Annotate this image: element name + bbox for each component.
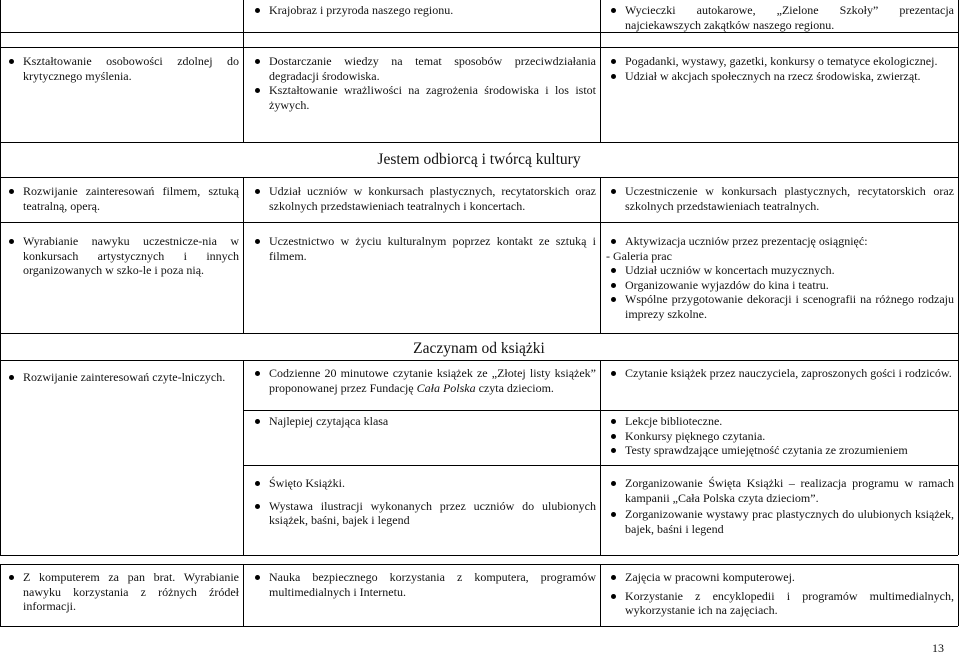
goals-cell (250, 234, 596, 263)
list-item: Święto Książki. (250, 476, 596, 491)
table-rule (0, 555, 958, 556)
table-rule (958, 333, 959, 360)
list-item-text: czyta dzieciom. (475, 380, 554, 395)
goals-cell (250, 184, 596, 213)
list-item: Dostarczanie wiedzy na temat sposobów przeciwdziałania degradacji środowiska. (250, 54, 596, 83)
list-item: Udział uczniów w konkursach plastycznych, recytatorskich oraz szkolnych przedstawieniach teatralnych i koncertach. (250, 184, 596, 213)
table-rule (0, 32, 958, 33)
list-item: Uczestniczenie w konkursach plastycznych, recytatorskich oraz szkolnych przedstawieniach teatralnych. (606, 184, 954, 213)
list-item: Korzystanie z encyklopedii i programów multimedialnych, wykorzystanie ich na zajęciach. (606, 589, 954, 618)
list-item: Lekcje biblioteczne. (606, 414, 954, 429)
list-item: Zorganizowanie Święta Książki – realizacja programu w ramach kampanii „Cała Polska czyta dzieciom”. (606, 476, 954, 505)
list-item: Udział uczniów w koncertach muzycznych. (606, 263, 954, 278)
table-rule (0, 222, 958, 223)
goals-cell (250, 54, 596, 112)
area-cell (4, 54, 239, 83)
section-heading: Zaczynam od książki (413, 340, 545, 357)
table-rule (958, 564, 959, 626)
list-item: Testy sprawdzające umiejętność czytania ze zrozumieniem (606, 443, 954, 458)
list-item: Wyrabianie nawyku uczestnicze-nia w konkursach artystycznych i innych organizowanych w szko-le i poza nią. (4, 234, 239, 278)
list-item: Zajęcia w pracowni komputerowej. (606, 570, 954, 585)
list-item: Kształtowanie wrażliwości na zagrożenia środowiska i los istot żywych. (250, 83, 596, 112)
goals-cell (250, 570, 596, 599)
list-item: Konkursy pięknego czytania. (606, 429, 954, 444)
list-item: Wycieczki autokarowe, „Zielone Szkoły” prezentacja najciekawszych zakątków naszego regionu. (606, 3, 954, 32)
table-rule (958, 177, 959, 333)
table-rule (600, 177, 601, 333)
table-rule (243, 564, 244, 626)
table-rule (0, 626, 958, 627)
activities-cell (606, 3, 954, 32)
table-rule (600, 0, 601, 142)
list-item: Krajobraz i przyroda naszego regionu. (250, 3, 596, 18)
goals-cell (250, 3, 596, 18)
table-rule (0, 142, 958, 143)
list-item: Wystawa ilustracji wykonanych przez uczniów do ulubionych książek, baśni, bajek i legend (250, 499, 596, 528)
list-item: Organizowanie wyjazdów do kina i teatru. (606, 278, 954, 293)
table-rule (0, 47, 958, 48)
table-rule (0, 333, 958, 334)
table-rule (600, 360, 601, 555)
activities-cell (606, 54, 954, 83)
activities-cell (606, 414, 954, 458)
goals-cell (250, 476, 596, 528)
list-item: Wspólne przygotowanie dekoracji i scenografii na różnego rodzaju imprezy szkolne. (606, 292, 954, 321)
list-item: Rozwijanie zainteresowań filmem, sztuką teatralną, operą. (4, 184, 239, 213)
table-rule (0, 360, 1, 555)
section-heading: Jestem odbiorcą i twórcą kultury (377, 151, 581, 168)
list-item: Rozwijanie zainteresowań czyte-lniczych. (4, 370, 239, 385)
activities-cell (606, 366, 954, 381)
goals-cell (250, 366, 596, 395)
table-rule (0, 177, 958, 178)
list-item: Udział w akcjach społecznych na rzecz środowiska, zwierząt. (606, 69, 954, 84)
activities-cell (606, 234, 954, 321)
table-rule (958, 0, 959, 142)
list-item: Najlepiej czytająca klasa (250, 414, 596, 429)
table-rule (0, 0, 1, 142)
table-rule (0, 564, 958, 565)
list-item: Z komputerem za pan brat. Wyrabianie nawyku korzystania z różnych źródeł informacji. (4, 570, 239, 614)
activities-cell (606, 476, 954, 536)
table-rule (243, 360, 244, 555)
table-rule (0, 177, 1, 333)
list-item-continuation: - Galeria prac (606, 248, 672, 263)
table-rule (0, 564, 1, 626)
goals-cell (250, 414, 596, 429)
table-rule (0, 360, 958, 361)
list-item-text: Codzienne 20 minutowe czytanie książek ze „Złotej listy książek” proponowanej przez Fundację (269, 366, 596, 395)
table-rule (243, 177, 244, 333)
area-cell (4, 184, 239, 213)
area-cell (4, 570, 239, 614)
table-rule (958, 360, 959, 555)
page-number: 13 (932, 641, 944, 655)
list-item: Pogadanki, wystawy, gazetki, konkursy o tematyce ekologicznej. (606, 54, 954, 69)
list-item: Zorganizowanie wystawy prac plastycznych do ulubionych książek, bajek, baśni i legend (606, 507, 954, 536)
activities-cell (606, 570, 954, 618)
list-item: Czytanie książek przez nauczyciela, zaproszonych gości i rodziców. (606, 366, 954, 381)
activities-cell (606, 184, 954, 213)
list-item (250, 366, 596, 395)
area-cell (4, 370, 239, 385)
list-item: Nauka bezpiecznego korzystania z komputera, programów multimedialnych i Internetu. (250, 570, 596, 599)
list-item: Uczestnictwo w życiu kulturalnym poprzez kontakt ze sztuką i filmem. (250, 234, 596, 263)
list-item: Kształtowanie osobowości zdolnej do krytycznego myślenia. (4, 54, 239, 83)
table-rule (243, 0, 244, 142)
foundation-name: Cała Polska (416, 380, 476, 395)
area-cell (4, 234, 239, 278)
table-rule (600, 564, 601, 626)
list-item: Aktywizacja uczniów przez prezentację osiągnięć: (606, 234, 954, 249)
table-rule (958, 142, 959, 177)
